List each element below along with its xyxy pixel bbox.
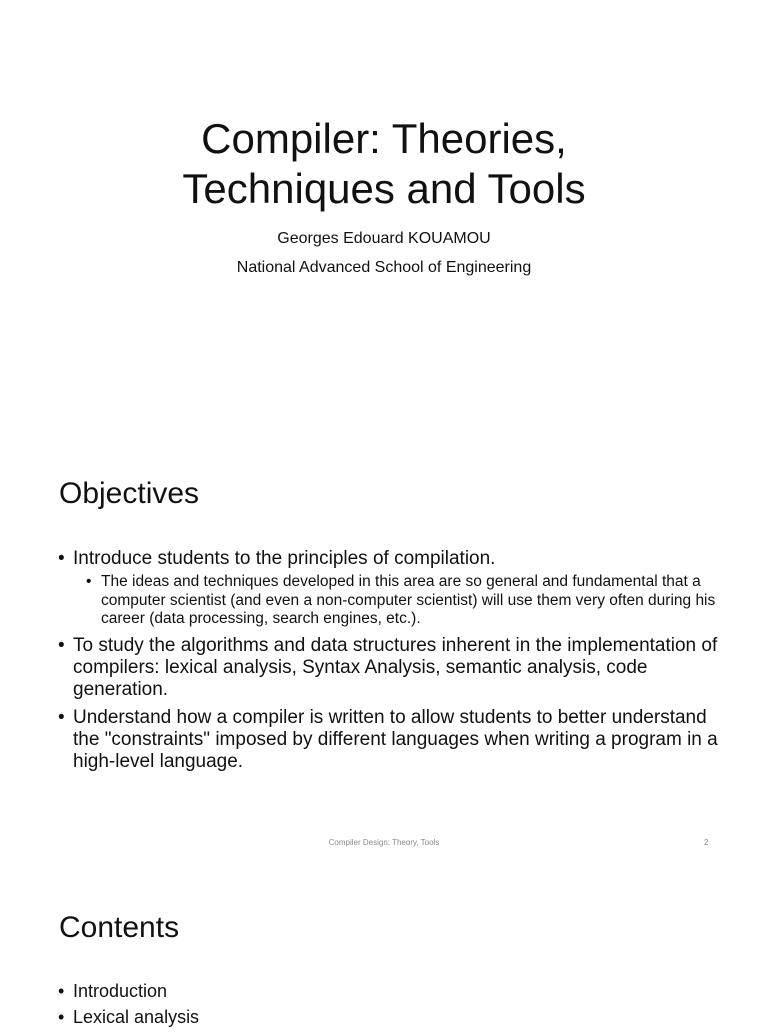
objectives-slide xyxy=(0,432,768,864)
presentation-title xyxy=(0,114,768,214)
objective-sub-item: • The ideas and techniques developed in this area are so general and fundamental that a computer scientist (and even a non-computer scientist) will use them very often during his career (data processing, search engines, etc.). xyxy=(86,573,718,629)
contents-item: • Introduction xyxy=(58,980,718,1002)
slide-heading-objectives: Objectives xyxy=(59,477,200,510)
objective-text: To study the algorithms and data structures inherent in the implementation of compilers: lexical analysis, Syntax Analysis, semantic analysis, code generation. xyxy=(73,634,718,700)
author-name: Georges Edouard KOUAMOU xyxy=(277,230,491,247)
objective-text: Introduce students to the principles of compilation. xyxy=(73,548,496,569)
objective-text: Understand how a compiler is written to allow students to better understand the "constraints" imposed by different languages when writing a program in a high-level language. xyxy=(73,706,718,772)
title-line-2: Techniques and Tools xyxy=(182,165,586,212)
title-slide xyxy=(0,0,768,432)
contents-item: • Lexical analysis xyxy=(58,1006,718,1028)
institution-name: National Advanced School of Engineering xyxy=(236,259,532,276)
objective-item xyxy=(58,707,718,773)
objective-sub-list xyxy=(73,573,718,629)
objective-item xyxy=(58,548,718,629)
contents-slide xyxy=(0,864,768,1027)
contents-list xyxy=(58,980,718,1032)
slide-footer: Compiler Design: Theory, Tools xyxy=(328,838,440,847)
title-line-1: Compiler: Theories, xyxy=(201,115,567,162)
objectives-list xyxy=(58,548,718,779)
objective-item xyxy=(58,635,718,701)
slide-heading-contents: Contents xyxy=(59,911,180,944)
page-number: 2 xyxy=(704,838,709,847)
